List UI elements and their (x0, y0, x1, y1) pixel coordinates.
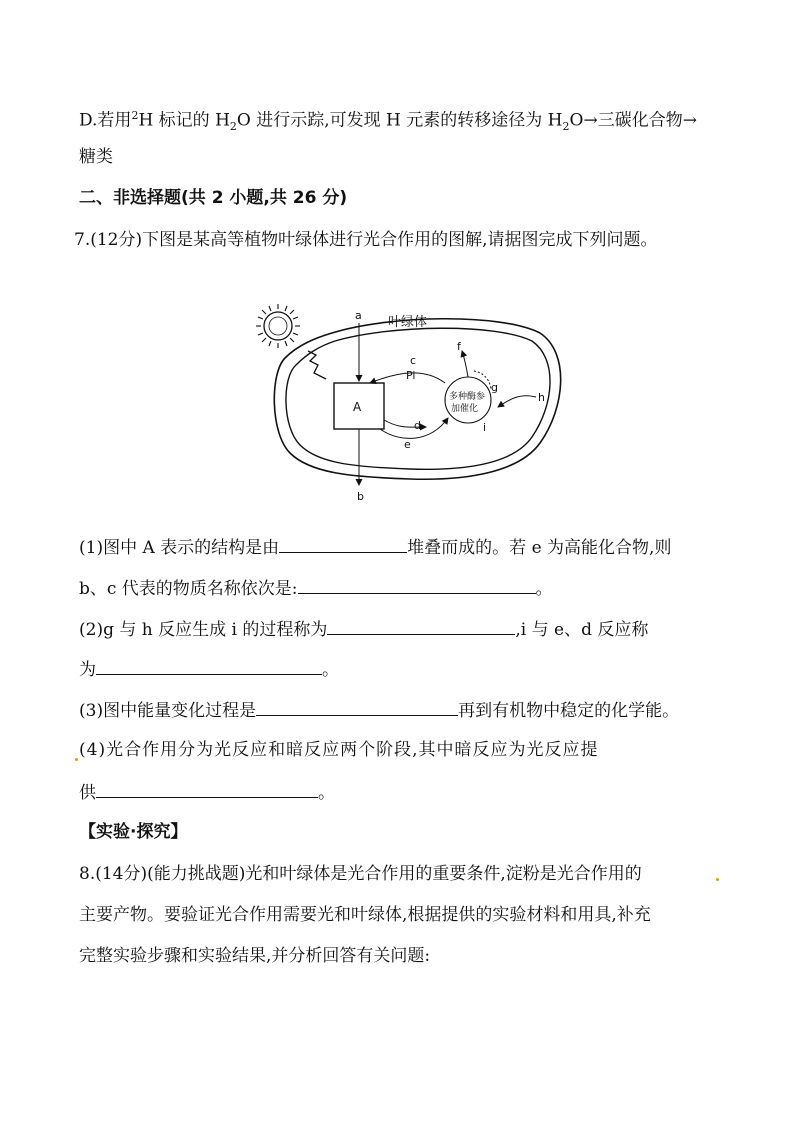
q6-option-d-text-b: H 标记的 H (138, 110, 230, 131)
answer-blank[interactable] (279, 534, 407, 553)
decorative-dot (75, 758, 78, 761)
q7-part1-text-c: b、c 代表的物质名称依次是: (79, 579, 298, 599)
q6-option-d-text-d: O→三碳化合物→ (569, 110, 697, 131)
q6-option-d-sup: 2 (131, 109, 139, 122)
label-h: h (538, 391, 545, 404)
label-pi: Pi (406, 369, 416, 382)
q7-part2-text-c: 为 (79, 660, 96, 680)
answer-blank[interactable] (96, 656, 322, 675)
answer-blank[interactable] (96, 779, 318, 798)
label-a: a (355, 309, 362, 322)
label-i: i (483, 421, 487, 434)
q7-part2-text-a: (2)g 与 h 反应生成 i 的过程称为 (79, 620, 328, 640)
q7-part1-text-b: 堆叠而成的。若 e 为高能化合物,则 (407, 538, 672, 558)
label-e: e (404, 438, 411, 451)
section2-heading: 二、非选择题(共 2 小题,共 26 分) (79, 188, 348, 208)
q7-part1-line1 (79, 534, 671, 560)
q6-option-d-line2: 糖类 (79, 147, 113, 167)
answer-blank[interactable] (327, 616, 515, 635)
q7-part4-line1: (4)光合作用分为光反应和暗反应两个阶段,其中暗反应为光反应提 (79, 740, 599, 760)
enzyme-label-line1: 多种酶参 (449, 392, 486, 402)
q7-part1-line2 (79, 575, 553, 601)
q7-part3-text-b: 再到有机物中稳定的化学能。 (458, 701, 680, 721)
q6-option-d-line1 (79, 104, 697, 139)
decorative-dot (716, 878, 719, 881)
answer-blank[interactable] (298, 575, 536, 594)
q6-option-d-text-c: O 进行示踪,可发现 H 元素的转移途径为 H (236, 110, 563, 131)
q7-stem: 7.(12分)下图是某高等植物叶绿体进行光合作用的图解,请据图完成下列问题。 (74, 230, 658, 250)
label-g: g (491, 381, 498, 394)
chloroplast-inner-membrane (286, 328, 550, 469)
box-label-a: A (353, 400, 362, 414)
q7-part4-text-a: 供 (79, 783, 96, 803)
q6-option-d-sub1: 2 (229, 120, 237, 134)
label-b: b (357, 490, 364, 503)
label-f: f (457, 340, 461, 353)
experiment-heading: 【实验·探究】 (79, 822, 188, 842)
sun-icon (256, 304, 300, 348)
answer-blank[interactable] (256, 697, 458, 716)
q7-part4-text-b: 。 (318, 783, 335, 803)
q7-part3-text-a: (3)图中能量变化过程是 (79, 701, 257, 721)
label-c: c (410, 354, 417, 367)
chloroplast-diagram (240, 293, 580, 508)
light-ray-icon (308, 351, 326, 379)
enzyme-label-line2: 加催化 (451, 404, 479, 414)
label-d: d (414, 419, 421, 432)
q6-option-d-sub2: 2 (562, 120, 570, 134)
q7-part3 (79, 697, 679, 723)
q7-part2-line1 (79, 616, 648, 642)
q7-part1-text-a: (1)图中 A 表示的结构是由 (79, 538, 280, 558)
q8-line2: 主要产物。要验证光合作用需要光和叶绿体,根据提供的实验材料和用具,补充 (79, 905, 651, 925)
q7-part2-line2 (79, 656, 339, 682)
q7-part2-text-d: 。 (322, 660, 339, 680)
q7-part1-text-d: 。 (535, 579, 553, 599)
q8-line3: 完整实验步骤和实验结果,并分析回答有关问题: (79, 946, 431, 966)
q8-line1: 8.(14分)(能力挑战题)光和叶绿体是光合作用的重要条件,淀粉是光合作用的 (79, 864, 642, 884)
q7-part2-text-b: ,i 与 e、d 反应称 (515, 620, 649, 640)
q7-part4-line2 (79, 779, 335, 805)
q6-option-d-text-a: D.若用 (79, 110, 132, 131)
chloroplast-outer-membrane (274, 319, 560, 480)
diagram-title: 叶绿体 (388, 315, 428, 330)
